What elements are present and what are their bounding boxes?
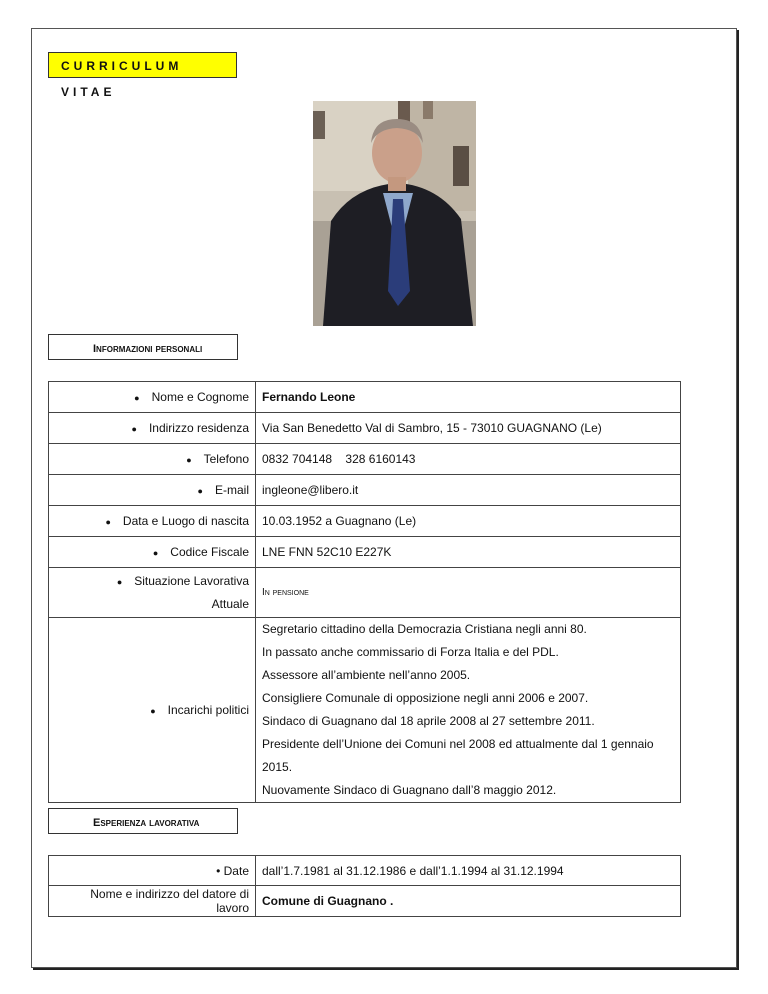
row-label-cell xyxy=(49,475,256,506)
list-item: Consigliere Comunale di opposizione negli anni 2006 e 2007. xyxy=(262,691,589,705)
row-value-work-status: In pensione xyxy=(256,568,681,618)
row-value-address: Via San Benedetto Val di Sambro, 15 - 73010 GUAGNANO (Le) xyxy=(256,413,681,444)
list-item: Segretario cittadino della Democrazia Cristiana negli anni 80. xyxy=(262,622,587,636)
row-label: Telefono xyxy=(203,452,249,466)
row-label: • Date xyxy=(49,856,256,886)
section-label-personal-info: Informazioni personali xyxy=(48,334,238,360)
list-item: Presidente dell’Unione dei Comuni nel 2008 ed attualmente dal 1 gennaio 2015. xyxy=(262,737,654,774)
row-label: Codice Fiscale xyxy=(170,545,249,559)
row-label: Nome e Cognome xyxy=(151,390,249,404)
list-item: Nuovamente Sindaco di Guagnano dall’8 maggio 2012. xyxy=(262,783,557,797)
bullet-icon: ● xyxy=(105,516,111,527)
row-label-cell xyxy=(49,382,256,413)
row-label-cell xyxy=(49,413,256,444)
row-label: Data e Luogo di nascita xyxy=(122,514,249,528)
profile-photo xyxy=(313,101,476,326)
bullet-icon: ● xyxy=(131,423,137,434)
row-label-cell xyxy=(49,568,256,618)
table-row xyxy=(49,506,681,537)
bullet-icon: ● xyxy=(197,485,203,496)
work-experience-table xyxy=(48,855,681,917)
row-label: Situazione Lavorativa xyxy=(134,574,249,589)
list-item: In passato anche commissario di Forza Italia e del PDL. xyxy=(262,645,559,659)
row-label-cell xyxy=(49,444,256,475)
list-item: Sindaco di Guagnano dal 18 aprile 2008 al 27 settembre 2011. xyxy=(262,714,595,728)
cv-title: CURRICULUM VITAE xyxy=(48,52,237,78)
row-value-phone: 0832 704148 328 6160143 xyxy=(256,444,681,475)
row-value-email: ingleone@libero.it xyxy=(256,475,681,506)
political-roles-list xyxy=(256,618,681,803)
row-label: E-mail xyxy=(214,483,249,497)
bullet-icon: ● xyxy=(150,705,156,716)
list-item: Assessore all’ambiente nell’anno 2005. xyxy=(262,668,471,682)
row-label-cell xyxy=(49,537,256,568)
table-row xyxy=(49,475,681,506)
row-label: Indirizzo residenza xyxy=(148,421,249,435)
section-label-work-experience: Esperienza lavorativa xyxy=(48,808,238,834)
portrait-image xyxy=(313,101,476,326)
row-value-tax-code: LNE FNN 52C10 E227K xyxy=(256,537,681,568)
table-row xyxy=(49,886,681,917)
bullet-icon: ● xyxy=(186,454,192,465)
table-row xyxy=(49,568,681,618)
personal-info-table xyxy=(48,381,681,803)
row-value-birth: 10.03.1952 a Guagnano (Le) xyxy=(256,506,681,537)
row-label-cell xyxy=(49,618,256,803)
row-value-name: Fernando Leone xyxy=(256,382,681,413)
row-label-cont: Attuale xyxy=(211,596,249,611)
table-row xyxy=(49,413,681,444)
table-row xyxy=(49,618,681,803)
bullet-icon: ● xyxy=(134,392,140,403)
row-value-dates: dall’1.7.1981 al 31.12.1986 e dall’1.1.1994 al 31.12.1994 xyxy=(256,856,681,886)
row-label-cell xyxy=(49,506,256,537)
table-row xyxy=(49,537,681,568)
bullet-icon: ● xyxy=(152,547,159,558)
row-value-employer: Comune di Guagnano . xyxy=(256,886,681,917)
table-row xyxy=(49,382,681,413)
table-row xyxy=(49,856,681,886)
table-row xyxy=(49,444,681,475)
row-label: Incarichi politici xyxy=(167,703,249,717)
row-label: Nome e indirizzo del datore di lavoro xyxy=(49,886,256,917)
bullet-icon: ● xyxy=(116,576,123,587)
